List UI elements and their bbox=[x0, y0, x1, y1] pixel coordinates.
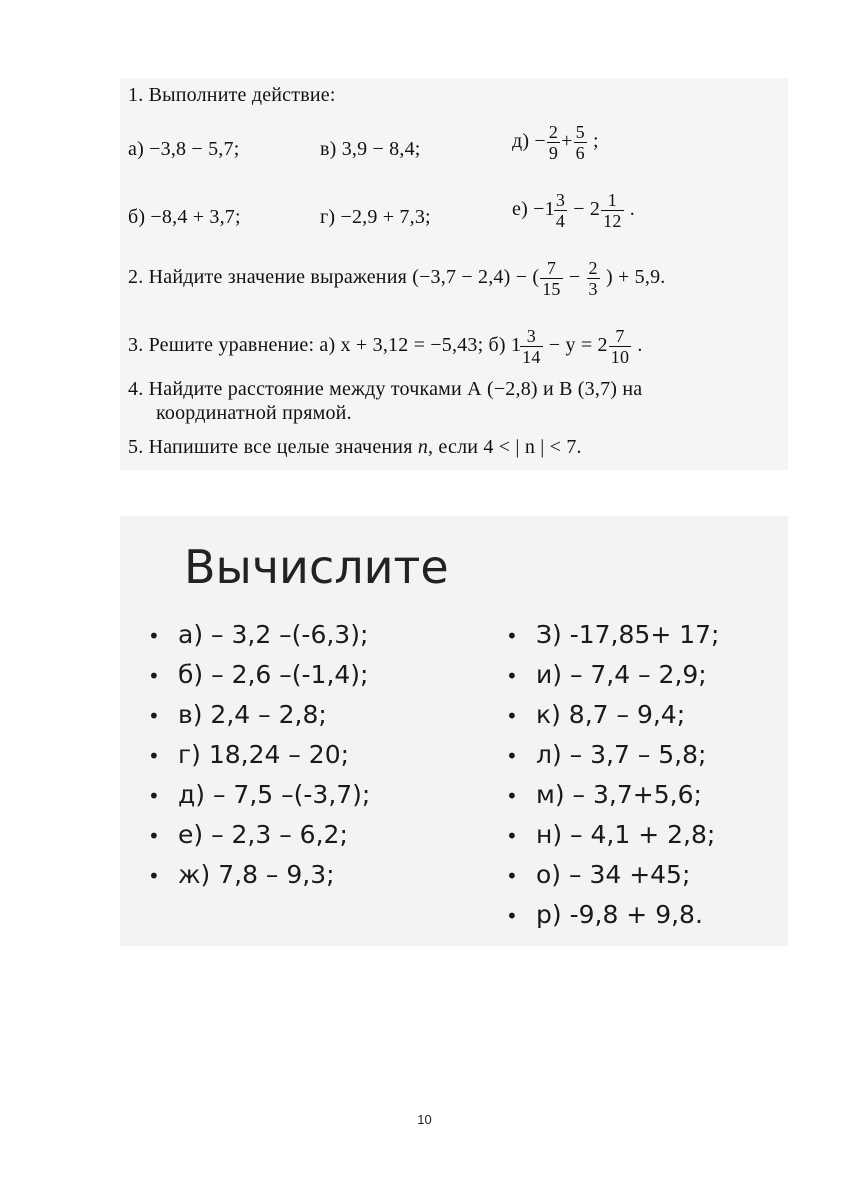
list-item bbox=[148, 700, 327, 729]
task4-line1: 4. Найдите расстояние между точками А (−2,8) и В (3,7) на bbox=[128, 378, 643, 400]
list-item bbox=[148, 820, 348, 849]
item-text: ж) 7,8 – 9,3; bbox=[178, 860, 335, 889]
bullet-icon: • bbox=[506, 704, 518, 728]
list-item bbox=[506, 740, 706, 769]
task1-g: г) −2,9 + 7,3; bbox=[320, 206, 431, 228]
operator: + bbox=[561, 130, 573, 153]
item-text: р) -9,8 + 9,8. bbox=[536, 900, 703, 929]
bullet-icon: • bbox=[506, 864, 518, 888]
numerator: 2 bbox=[588, 258, 598, 278]
variable-n: n, bbox=[417, 436, 434, 458]
list-item bbox=[148, 660, 368, 689]
task1-b: б) −8,4 + 3,7; bbox=[128, 206, 241, 228]
item-text: в) 2,4 – 2,8; bbox=[178, 700, 327, 729]
bullet-icon: • bbox=[506, 624, 518, 648]
item-text: е) – 2,3 – 6,2; bbox=[178, 820, 348, 849]
task2-end: ) + 5,9. bbox=[605, 266, 666, 289]
bullet-icon: • bbox=[506, 664, 518, 688]
fraction bbox=[587, 258, 600, 299]
list-item bbox=[148, 780, 370, 809]
operator: − 2 bbox=[573, 198, 601, 221]
list-item bbox=[148, 860, 335, 889]
bullet-icon: • bbox=[148, 704, 160, 728]
list-item bbox=[148, 620, 368, 649]
task1-e-label: е) − bbox=[512, 198, 545, 221]
denominator: 3 bbox=[588, 279, 598, 299]
bullet-icon: • bbox=[506, 744, 518, 768]
page-number: 10 bbox=[417, 1112, 432, 1127]
task5-condition: если 4 < | n | < 7. bbox=[438, 436, 582, 458]
item-text: б) – 2,6 –(-1,4); bbox=[178, 660, 369, 689]
list-item bbox=[506, 660, 707, 689]
item-text: д) – 7,5 –(-3,7); bbox=[178, 780, 371, 809]
item-text: л) – 3,7 – 5,8; bbox=[536, 740, 707, 769]
denominator: 6 bbox=[575, 143, 585, 163]
bullet-icon: • bbox=[148, 744, 160, 768]
task5 bbox=[128, 436, 582, 459]
task1-a: а) −3,8 − 5,7; bbox=[128, 138, 240, 160]
bullet-icon: • bbox=[506, 784, 518, 808]
task1-e bbox=[512, 190, 635, 231]
task1-d-label: д) − bbox=[512, 130, 546, 153]
bullet-icon: • bbox=[148, 784, 160, 808]
denominator: 10 bbox=[610, 347, 630, 367]
task1-title: 1. Выполните действие: bbox=[128, 84, 336, 106]
task1-v: в) 3,9 − 8,4; bbox=[320, 138, 421, 160]
list-item bbox=[506, 700, 685, 729]
bullet-icon: • bbox=[148, 664, 160, 688]
panel2-title: Вычислите bbox=[184, 540, 449, 594]
bullet-icon: • bbox=[506, 824, 518, 848]
numerator: 3 bbox=[555, 190, 566, 210]
numerator: 3 bbox=[520, 326, 542, 347]
numerator: 1 bbox=[601, 190, 623, 211]
fraction bbox=[520, 326, 542, 367]
whole-part: 1 bbox=[510, 334, 522, 357]
fraction bbox=[601, 190, 623, 231]
item-text: о) – 34 +45; bbox=[536, 860, 691, 889]
task2-text: 2. Найдите значение выражения (−3,7 − 2,4) − ( bbox=[128, 266, 540, 289]
task1-d bbox=[512, 122, 599, 163]
task4-line2: координатной прямой. bbox=[156, 402, 352, 424]
fraction bbox=[540, 258, 562, 299]
list-item bbox=[506, 820, 715, 849]
item-text: н) – 4,1 + 2,8; bbox=[536, 820, 716, 849]
list-item bbox=[506, 900, 703, 929]
task2 bbox=[128, 258, 665, 299]
fraction bbox=[554, 190, 567, 231]
task3-middle: − y = 2 bbox=[548, 334, 608, 357]
punctuation: . bbox=[629, 198, 635, 221]
numerator: 5 bbox=[575, 122, 585, 142]
denominator: 12 bbox=[603, 211, 622, 231]
fraction bbox=[609, 326, 631, 367]
denominator: 15 bbox=[542, 279, 561, 299]
list-item bbox=[506, 620, 719, 649]
bullet-icon: • bbox=[148, 864, 160, 888]
fraction bbox=[547, 122, 560, 163]
bullet-icon: • bbox=[148, 824, 160, 848]
denominator: 4 bbox=[555, 211, 566, 231]
punctuation: ; bbox=[593, 130, 599, 153]
item-text: г) 18,24 – 20; bbox=[178, 740, 350, 769]
numerator: 7 bbox=[540, 258, 562, 279]
denominator: 14 bbox=[522, 347, 541, 367]
denominator: 9 bbox=[548, 143, 559, 163]
fraction bbox=[574, 122, 587, 163]
task3-text: 3. Решите уравнение: а) x + 3,12 = −5,43; б) bbox=[128, 334, 506, 357]
item-text: м) – 3,7+5,6; bbox=[536, 780, 702, 809]
item-text: З) -17,85+ 17; bbox=[536, 620, 720, 649]
bullet-icon: • bbox=[148, 624, 160, 648]
bullet-icon: • bbox=[506, 904, 518, 928]
operator: − bbox=[568, 266, 581, 289]
item-text: и) – 7,4 – 2,9; bbox=[536, 660, 707, 689]
list-item bbox=[506, 780, 702, 809]
numerator: 2 bbox=[548, 122, 559, 142]
whole-part: 1 bbox=[544, 198, 555, 221]
list-item bbox=[148, 740, 349, 769]
task5-text: 5. Напишите все целые значения bbox=[128, 436, 413, 458]
item-text: к) 8,7 – 9,4; bbox=[536, 700, 686, 729]
numerator: 7 bbox=[609, 326, 631, 347]
task3 bbox=[128, 326, 643, 367]
punctuation: . bbox=[637, 334, 643, 357]
list-item bbox=[506, 860, 690, 889]
item-text: а) – 3,2 –(-6,3); bbox=[178, 620, 369, 649]
